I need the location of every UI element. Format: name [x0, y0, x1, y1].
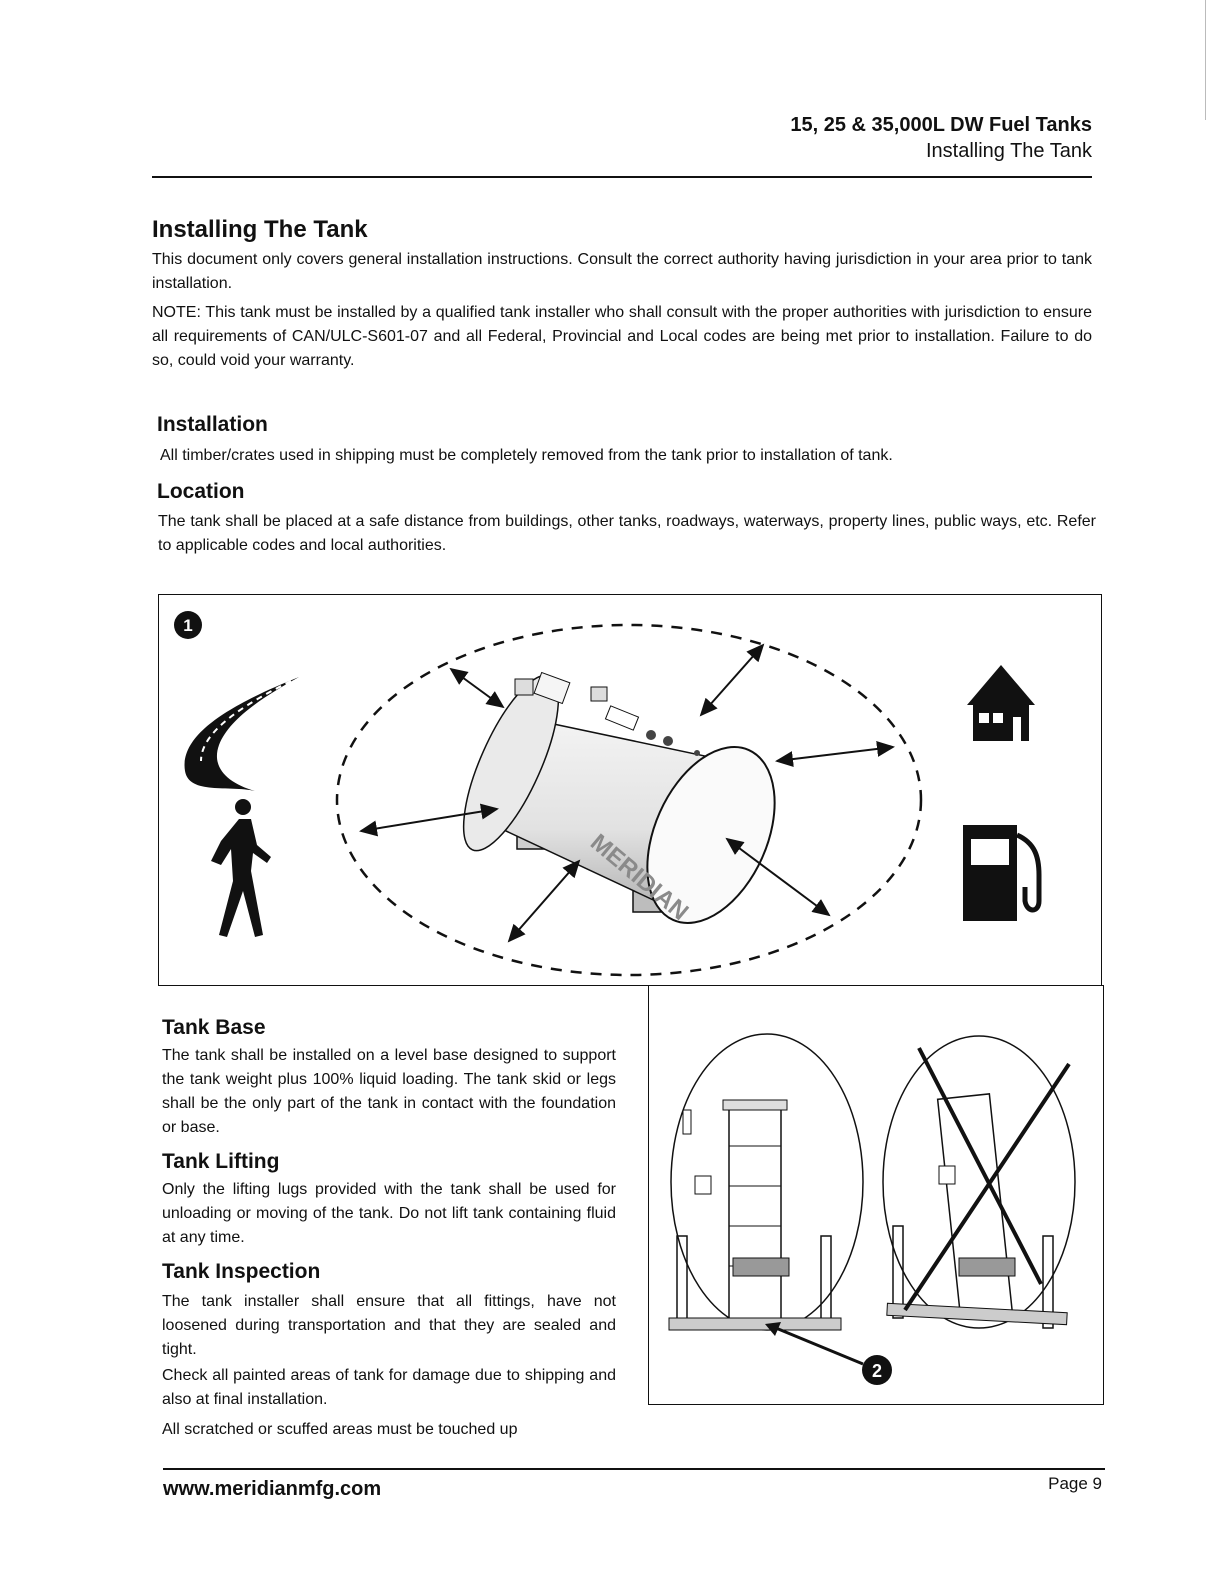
location-text: The tank shall be placed at a safe distance from buildings, other tanks, roadways, waterways, property lines, public ways, etc. Refer to applicable codes and local authorities.: [158, 513, 1096, 554]
tank-base-heading: Tank Base: [162, 1016, 266, 1039]
arrow-lower-left: [509, 861, 579, 941]
scan-edge: [1205, 0, 1206, 120]
page-number: Page 9: [1048, 1474, 1102, 1493]
arrow-upper-right: [701, 645, 763, 715]
correct-level-tank: [669, 1034, 863, 1330]
tank-base-text: The tank shall be installed on a level base designed to support the tank weight plus 100% liquid loading. The tank skid or legs shall be the only part of the tank in contact with the foundation or base.: [162, 1047, 616, 1136]
footer-rule: [163, 1468, 1105, 1470]
location-heading: Location: [157, 480, 245, 503]
pedestrian-icon: [211, 799, 271, 937]
svg-text:1: 1: [183, 616, 193, 635]
road-icon: [185, 677, 299, 791]
header-rule: [152, 176, 1092, 178]
footer-website-link[interactable]: www.meridianmfg.com: [163, 1478, 382, 1500]
tank-inspection-heading: Tank Inspection: [162, 1260, 321, 1283]
page-header: [790, 112, 1092, 164]
svg-text:MERIDIAN: MERIDIAN: [585, 828, 694, 926]
cross-out-icon: [919, 1048, 1041, 1284]
installation-text: All timber/crates used in shipping must be completely removed from the tank prior to installation of tank.: [160, 447, 893, 464]
tank-inspection-text-1: The tank installer shall ensure that all fittings, have not loosened during transportation and that they are sealed and tight.: [162, 1293, 616, 1358]
level-base-figure: [648, 985, 1104, 1405]
installation-heading: Installation: [157, 413, 268, 436]
figure-badge-1: [174, 611, 202, 639]
fuel-tank-illustration: [445, 664, 800, 943]
incorrect-tilted-tank: [883, 1036, 1075, 1328]
svg-text:2: 2: [871, 1361, 883, 1381]
base-arrow: [771, 1326, 863, 1364]
tank-inspection-text-2: Check all painted areas of tank for damage due to shipping and also at final installation.: [162, 1367, 616, 1408]
document-title: 15, 25 & 35,000L DW Fuel Tanks: [790, 114, 1092, 136]
tank-lifting-text: Only the lifting lugs provided with the tank shall be used for unloading or moving of the tank. Do not lift tank containing fluid at any time.: [162, 1181, 616, 1246]
tank-lifting-heading: Tank Lifting: [162, 1150, 280, 1173]
figure-badge-2: [862, 1355, 892, 1385]
document-subtitle: Installing The Tank: [925, 140, 1092, 162]
tank-inspection-text-3: All scratched or scuffed areas must be touched up: [162, 1421, 518, 1438]
safe-distance-figure: [158, 594, 1102, 986]
section-title: Installing The Tank: [152, 216, 368, 243]
arrow-upper-left: [451, 669, 503, 707]
intro-paragraph: This document only covers general installation instructions. Consult the correct authority having jurisdiction in your area prior to tank installation.: [152, 251, 1092, 292]
fuel-pump-icon: [963, 825, 1039, 921]
note-paragraph: NOTE: This tank must be installed by a qualified tank installer who shall consult with the proper authorities with jurisdiction to ensure all requirements of CAN/ULC-S601-07 and all Federal, Provincial and Local codes are being met prior to installation. Failure to do so, could void your warranty.: [152, 304, 1092, 369]
building-icon: [967, 665, 1035, 741]
arrow-right: [777, 747, 893, 761]
